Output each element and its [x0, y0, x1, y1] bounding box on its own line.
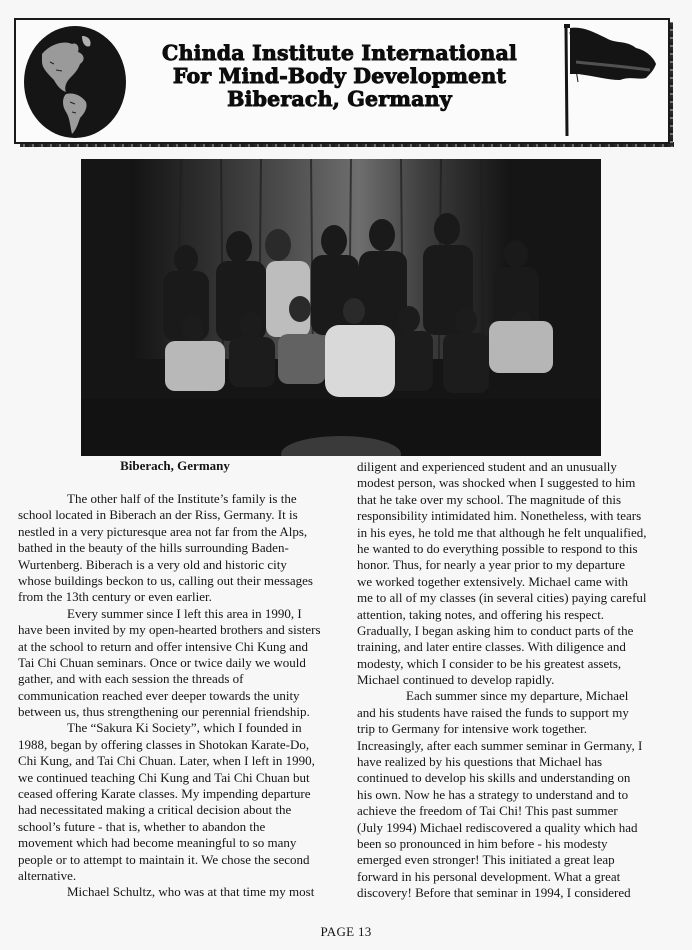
text-line: whose buildings beckon to us, calling out their messages	[18, 572, 313, 588]
text-line: we continued teaching Chi Kung and Tai Chi Chuan but	[18, 769, 310, 785]
text-line: Each summer since my departure, Michael	[406, 688, 629, 704]
text-line: attention, taking notes, and offering his respect.	[357, 606, 605, 622]
text-line: in his eyes, he told me that although he felt unqualified,	[357, 524, 647, 540]
text-line: training, and later entire classes. With diligence and	[357, 639, 626, 655]
text-line: have realized by his questions that Michael has	[357, 754, 603, 770]
text-line: Every summer since I left this area in 1990, I	[67, 605, 302, 621]
text-line: Tai Chi Chuan seminars. Once or twice daily we would	[18, 654, 306, 670]
waving-flag-icon	[550, 18, 675, 142]
text-line: diligent and experienced student and an unusually	[357, 459, 617, 474]
text-line: continued to develop his skills and understanding on	[357, 770, 631, 786]
text-line: Michael continued to develop rapidly.	[357, 672, 555, 688]
article-paragraph	[357, 459, 647, 688]
text-line: forward in his personal development. What a great	[357, 868, 621, 884]
text-line: people or to attempt to maintain it. We chose the second	[18, 851, 310, 867]
text-line: his own. Now he has a strategy to understand and to	[357, 786, 629, 802]
text-line: nestled in a very picturesque area not far from the Alps,	[18, 523, 308, 539]
text-line: Michael Schultz, who was at that time my most	[67, 884, 315, 900]
text-line: Wurtenberg. Biberach is a very old and historic city	[18, 556, 287, 572]
text-line: The “Sakura Ki Society”, which I founded in	[67, 720, 302, 736]
article-column-right	[357, 459, 647, 902]
text-line: alternative.	[18, 867, 77, 883]
text-line: been so pronounced in him before - his modesty	[357, 835, 608, 851]
text-line: 1988, began by offering classes in Shotokan Karate-Do,	[18, 736, 310, 752]
text-line: that he take over my school. The magnitude of this	[357, 491, 622, 507]
text-line: school located in Biberach an der Riss, Germany. It is	[18, 507, 298, 523]
group-photo	[81, 159, 601, 456]
masthead-line-3: Biberach, Germany	[227, 87, 452, 111]
text-line: (July 1994) Michael rediscovered a quality which had	[357, 819, 638, 835]
text-line: school’s future - that is, whether to abandon the	[18, 818, 266, 834]
globe-americas-icon	[20, 22, 130, 140]
text-line: The other half of the Institute’s family is the	[67, 491, 297, 506]
article-column-left	[18, 491, 321, 901]
text-line: from the 13th century or even earlier.	[18, 589, 212, 605]
text-line: movement which had become meaningful to so many	[18, 835, 297, 851]
text-line: modesty, which I consider to be his greatest assets,	[357, 655, 622, 671]
article-paragraph	[18, 491, 321, 606]
text-line: had necessitated making a critical decision about the	[18, 802, 292, 818]
text-line: honor. Thus, for nearly a year prior to my departure	[357, 557, 625, 573]
text-line: emerged even stronger! This initiated a great leap	[357, 852, 615, 868]
masthead-title	[132, 42, 547, 111]
page-number: PAGE 13	[320, 924, 372, 939]
text-line: discovery! Before that seminar in 1994, I considered	[357, 885, 631, 901]
text-line: achieve the freedom of Tai Chi! This past summer	[357, 803, 618, 819]
article-paragraph	[18, 720, 321, 884]
article-paragraph	[357, 688, 647, 901]
text-line: and his students have raised the funds to support my	[357, 704, 629, 720]
text-line: modest person, was shocked when I suggested to him	[357, 475, 636, 491]
article-paragraph	[18, 606, 321, 721]
text-line: he wanted to do everything possible to respond to this	[357, 540, 638, 556]
text-line: Chi Kung, and Tai Chi Chuan. Later, when I left in 1990,	[18, 753, 315, 769]
text-line: bathed in the beauty of the hills surrounding Baden-	[18, 540, 289, 556]
photo-caption: Biberach, Germany	[120, 458, 230, 473]
masthead-line-2: For Mind-Body Development	[172, 64, 507, 88]
text-line: ceased offering Karate classes. My impending departure	[18, 786, 311, 802]
article-paragraph	[18, 884, 321, 900]
text-line: trip to Germany for intensive work together.	[357, 721, 587, 737]
text-line: we worked together extensively. Michael came with	[357, 573, 628, 589]
masthead-line-1: Chinda Institute International	[162, 41, 517, 65]
text-line: communication reached ever deeper towards the unity	[18, 687, 300, 703]
text-line: at the school to return and offer intensive Chi Kung and	[18, 638, 309, 654]
text-line: have been invited by my open-hearted brothers and sisters	[18, 622, 321, 638]
text-line: Increasingly, after each summer seminar in Germany, I	[357, 737, 643, 753]
text-line: between us, thus strengthening our perennial friendship.	[18, 704, 310, 720]
text-line: gather, and with each session the threads of	[18, 671, 244, 687]
text-line: Gradually, I began asking him to conduct parts of the	[357, 622, 634, 638]
text-line: me to all of my classes (in several cities) paying careful	[357, 590, 647, 606]
text-line: responsibility intimidated him. Nonetheless, with tears	[357, 508, 642, 524]
